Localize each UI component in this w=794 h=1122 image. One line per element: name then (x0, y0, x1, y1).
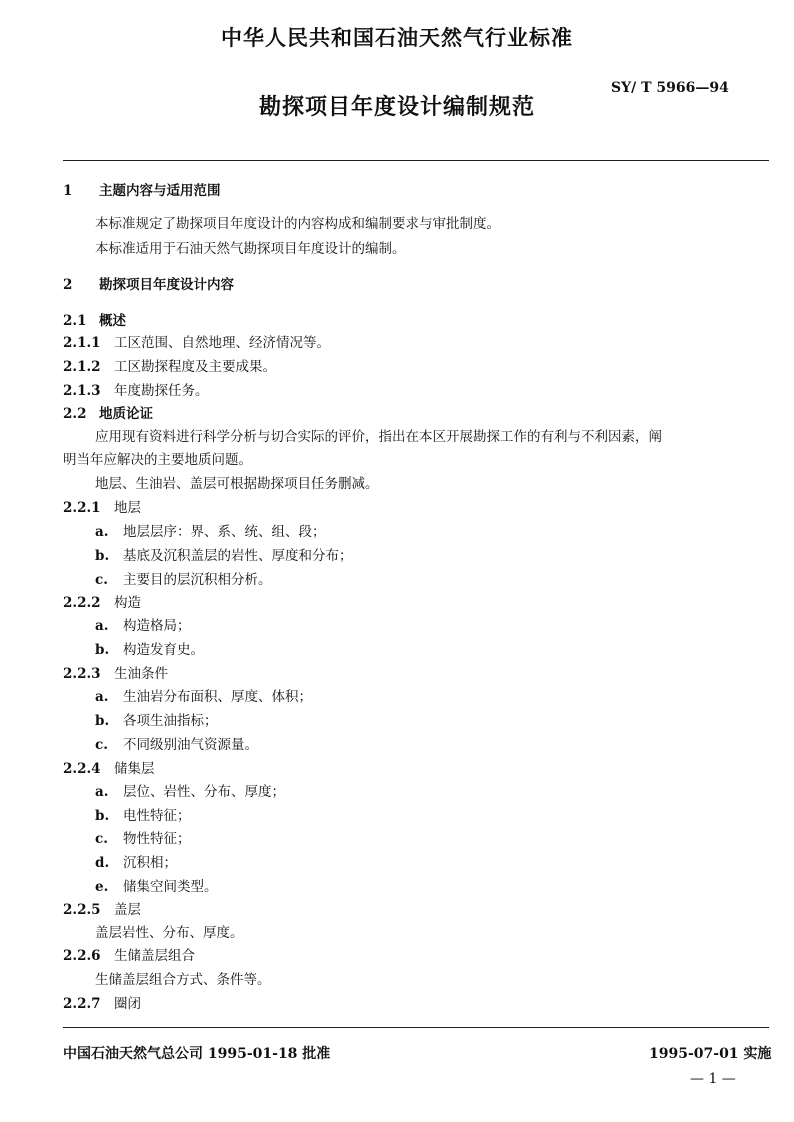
clause-number: 2.2.2 (63, 595, 101, 611)
clause-text: 工区勘探程度及主要成果。 (114, 359, 276, 375)
paragraph: 地层、生油岩、盖层可根据勘探项目任务删减。 (95, 476, 379, 492)
paragraph: 应用现有资料进行科学分析与切合实际的评价，指出在本区开展勘探工作的有利与不利因素，阐 (95, 429, 662, 445)
clause-text: 构造 (114, 595, 141, 611)
paragraph: 生储盖层组合方式、条件等。 (95, 972, 271, 988)
clause-2-2-7 (63, 995, 141, 1013)
clause-number: 2.2.3 (63, 666, 101, 682)
clause-2-2-6 (63, 947, 195, 965)
paragraph: 本标准适用于石油天然气勘探项目年度设计的编制。 (95, 241, 406, 257)
item-letter: c. (95, 737, 108, 753)
clause-2-1-heading (63, 312, 126, 330)
item-text: 电性特征； (123, 808, 191, 824)
clause-text: 工区范围、自然地理、经济情况等。 (114, 335, 330, 351)
clause-text: 储集层 (114, 761, 155, 777)
footer-rule (63, 1027, 769, 1028)
clause-number: 2.2.7 (63, 996, 101, 1012)
item-letter: a. (95, 784, 109, 800)
item-text: 储集空间类型。 (123, 879, 218, 895)
clause-2-2-3 (63, 665, 168, 683)
paragraph: 本标准规定了勘探项目年度设计的内容构成和编制要求与审批制度。 (95, 216, 500, 232)
item-text: 生油岩分布面积、厚度、体积； (123, 689, 312, 705)
clause-number: 2.1.3 (63, 383, 101, 399)
clause-number: 2.1.1 (63, 335, 101, 351)
header-rule (63, 160, 769, 161)
list-item (95, 547, 353, 565)
clause-2-1-3 (63, 382, 209, 400)
implementation-date: 1995-07-01 实施 (649, 1046, 772, 1062)
section-number: 2 (63, 277, 73, 293)
list-item (95, 830, 191, 848)
section-number: 1 (63, 183, 73, 199)
item-text: 不同级别油气资源量。 (123, 737, 258, 753)
item-text: 构造格局； (123, 618, 191, 634)
clause-text: 生油条件 (114, 666, 168, 682)
item-text: 构造发育史。 (123, 642, 204, 658)
clause-2-2-5 (63, 901, 141, 919)
clause-number: 2.2.5 (63, 902, 101, 918)
clause-number: 2.2 (63, 406, 87, 422)
document-title: 勘探项目年度设计编制规范 (258, 94, 535, 120)
item-letter: b. (95, 642, 110, 658)
section-1-heading (63, 182, 221, 200)
item-letter: c. (95, 572, 108, 588)
item-text: 主要目的层沉积相分析。 (123, 572, 272, 588)
list-item (95, 523, 326, 541)
list-item (95, 712, 218, 730)
clause-text: 年度勘探任务。 (114, 383, 209, 399)
section-title: 勘探项目年度设计内容 (99, 277, 234, 293)
item-letter: d. (95, 855, 110, 871)
section-2-heading (63, 276, 234, 294)
clause-text: 地层 (114, 500, 141, 516)
clause-number: 2.2.6 (63, 948, 101, 964)
paragraph: 盖层岩性、分布、厚度。 (95, 925, 244, 941)
clause-number: 2.2.4 (63, 761, 101, 777)
clause-2-2-2 (63, 594, 141, 612)
issuing-body-header: 中华人民共和国石油天然气行业标准 (221, 25, 573, 50)
clause-number: 2.2.1 (63, 500, 101, 516)
clause-2-1-2 (63, 358, 276, 376)
approval-line: 中国石油天然气总公司 1995-01-18 批准 (63, 1046, 331, 1062)
item-letter: b. (95, 713, 110, 729)
list-item (95, 736, 258, 754)
item-letter: a. (95, 524, 109, 540)
clause-number: 2.1 (63, 313, 87, 329)
list-item (95, 688, 312, 706)
list-item (95, 807, 191, 825)
item-text: 层位、岩性、分布、厚度； (123, 784, 285, 800)
clause-text: 生储盖层组合 (114, 948, 195, 964)
clause-title: 地质论证 (99, 406, 153, 422)
clause-2-1-1 (63, 334, 330, 352)
paragraph-continuation: 明当年应解决的主要地质问题。 (63, 452, 252, 468)
list-item (95, 854, 177, 872)
list-item (95, 783, 285, 801)
item-text: 物性特征； (123, 831, 191, 847)
standard-number: SY/ T 5966—94 (611, 80, 729, 96)
clause-2-2-heading (63, 405, 153, 423)
section-title: 主题内容与适用范围 (99, 183, 221, 199)
clause-text: 盖层 (114, 902, 141, 918)
item-letter: e. (95, 879, 109, 895)
item-text: 各项生油指标； (123, 713, 218, 729)
clause-title: 概述 (99, 313, 126, 329)
list-item (95, 878, 218, 896)
list-item (95, 617, 191, 635)
item-letter: b. (95, 808, 110, 824)
item-text: 基底及沉积盖层的岩性、厚度和分布； (123, 548, 353, 564)
clause-2-2-4 (63, 760, 155, 778)
clause-text: 圈闭 (114, 996, 141, 1012)
clause-number: 2.1.2 (63, 359, 101, 375)
item-letter: b. (95, 548, 110, 564)
list-item (95, 641, 204, 659)
item-letter: a. (95, 618, 109, 634)
page-number: — 1 — (690, 1071, 736, 1087)
item-text: 地层层序：界、系、统、组、段； (123, 524, 326, 540)
clause-2-2-1 (63, 499, 141, 517)
item-letter: a. (95, 689, 109, 705)
item-letter: c. (95, 831, 108, 847)
list-item (95, 571, 272, 589)
item-text: 沉积相； (123, 855, 177, 871)
